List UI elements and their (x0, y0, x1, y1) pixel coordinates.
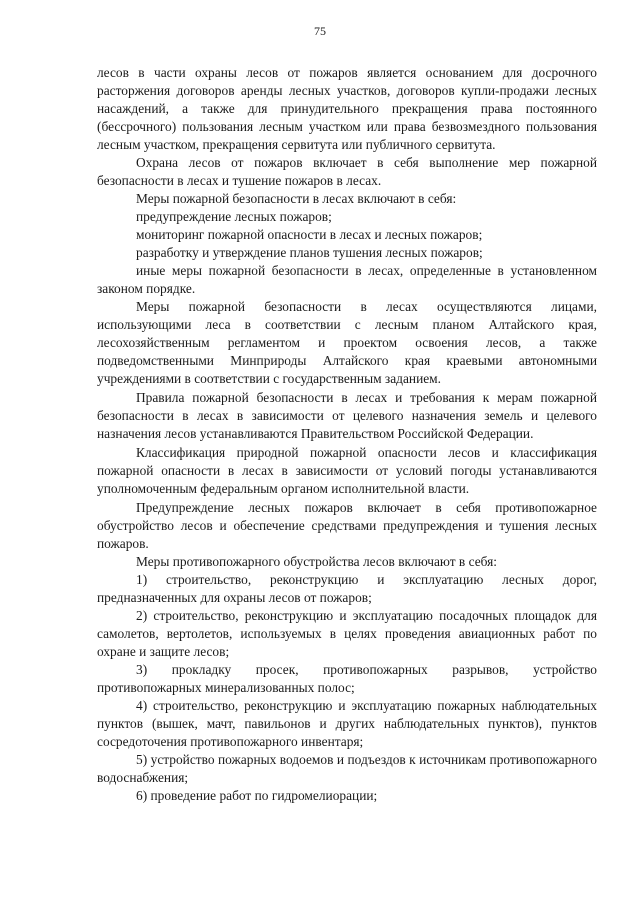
list-item: предупреждение лесных пожаров; (136, 209, 332, 224)
paragraph: Классификация природной пожарной опасности лесов и классификация пожарной опасности в лесах в зависимости от условий погоды устанавливаются уполномоченным федеральным органом исполнительной власти. (97, 445, 597, 496)
paragraph: Меры противопожарного обустройства лесов включают в себя: (136, 554, 498, 569)
paragraph: Правила пожарной безопасности в лесах и требования к мерам пожарной безопасности в лесах в зависимости от целевого назначения земель и целевого назначения лесов устанавливаются Правительством Российской Федерации. (97, 390, 597, 441)
document-body (97, 64, 597, 805)
list-item: 3) прокладку просек, противопожарных разрывов, устройство противопожарных минерализованных полос; (97, 662, 597, 695)
list-item: мониторинг пожарной опасности в лесах и лесных пожаров; (136, 227, 483, 242)
paragraph: Охрана лесов от пожаров включает в себя выполнение мер пожарной безопасности в лесах и тушение пожаров в лесах. (97, 155, 597, 188)
paragraph: Меры пожарной безопасности в лесах осуществляются лицами, использующими леса в соответствии с лесным планом Алтайского края, лесохозяйственным регламентом и проектом освоения лесов, а также подведомственными Минприроды Алтайского края краевыми автономными учреждениями в соответствии с государственным заданием. (97, 299, 597, 386)
paragraph: Предупреждение лесных пожаров включает в себя противопожарное обустройство лесов и обеспечение средствами предупреждения и тушения лесных пожаров. (97, 500, 597, 551)
list-item: 5) устройство пожарных водоемов и подъездов к источникам противопожарного водоснабжения; (97, 752, 597, 785)
page-number: 75 (314, 24, 326, 38)
list-item: 1) строительство, реконструкцию и эксплуатацию лесных дорог, предназначенных для охраны лесов от пожаров; (97, 572, 597, 605)
list-item: разработку и утверждение планов тушения лесных пожаров; (136, 245, 483, 260)
paragraph: Меры пожарной безопасности в лесах включают в себя: (136, 191, 457, 206)
list-item: иные меры пожарной безопасности в лесах, определенные в установленном законом порядке. (97, 263, 597, 296)
list-item: 2) строительство, реконструкцию и эксплуатацию посадочных площадок для самолетов, вертолетов, используемых в целях проведения авиационных работ по охране и защите лесов; (97, 608, 597, 659)
list-item: 6) проведение работ по гидромелиорации; (136, 788, 378, 803)
list-item: 4) строительство, реконструкцию и эксплуатацию пожарных наблюдательных пунктов (вышек, мачт, павильонов и других наблюдательных пунктов), пунктов сосредоточения противопожарного инвентаря; (97, 698, 597, 749)
paragraph: лесов в части охраны лесов от пожаров является основанием для досрочного расторжения договоров аренды лесных участков, договоров купли-продажи лесных насаждений, а также для принудительного прекращения права постоянного (бессрочного) пользования лесным участком или права безвозмездного пользования лесным участком, прекращения сервитута или публичного сервитута. (97, 65, 597, 152)
